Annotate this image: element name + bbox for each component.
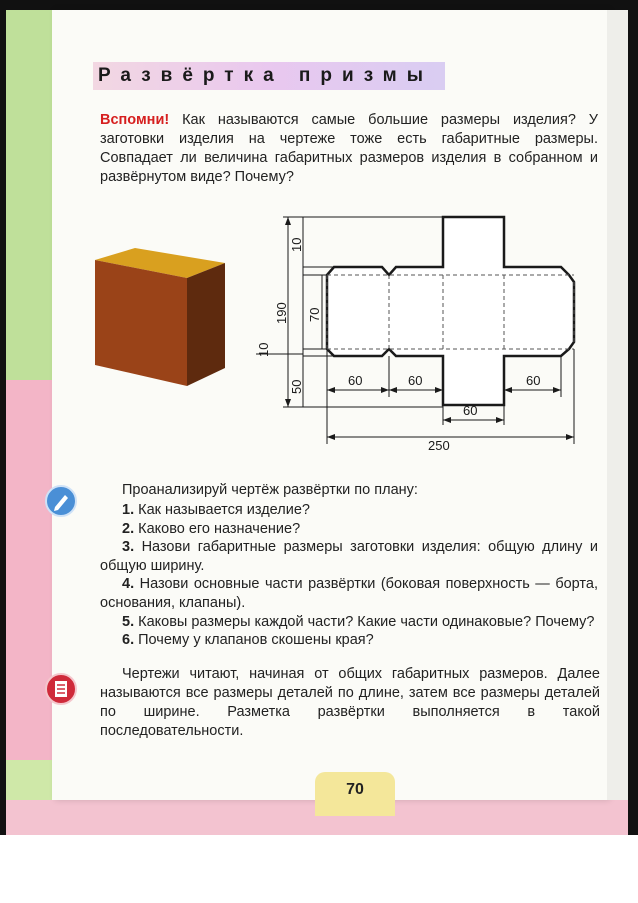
margin-decoration-green — [6, 10, 52, 380]
dim-label-60-a: 60 — [348, 373, 363, 388]
prism-net-drawing — [248, 212, 593, 452]
dim-label-70: 70 — [307, 307, 322, 322]
dim-label-10-top: 10 — [289, 237, 304, 252]
plan-item: 2. Каково его назначение? — [122, 520, 301, 537]
page-number: 70 — [346, 781, 364, 798]
page-title: Развёртка призмы — [98, 65, 433, 86]
dim-label-10-side: 10 — [256, 342, 271, 357]
prism-illustration — [95, 248, 230, 388]
dim-label-50: 50 — [289, 379, 304, 394]
intro-text: Как называются самые большие размеры изделия? У заготовки изделия на чертеже тоже есть габаритные размеры. Совпадает ли величина габаритных размеров изделия в собранном и развёрнутом виде? Почему? — [100, 112, 599, 185]
scan-border-right — [628, 0, 638, 835]
dim-label-250: 250 — [428, 438, 450, 452]
plan-item: 5. Каковы размеры каждой части? Какие части одинаковые? Почему? — [122, 613, 595, 630]
dim-label-60-b: 60 — [408, 373, 423, 388]
pencil-icon — [45, 485, 77, 517]
plan-heading: Проанализируй чертёж развёртки по плану: — [122, 482, 418, 498]
dim-label-60-d: 60 — [463, 403, 478, 418]
plan-item: 3. Назови габаритные размеры заготовки изделия: общую длину и общую ширину. — [100, 539, 598, 574]
prism-front-face — [95, 260, 187, 386]
prism-side-face — [187, 263, 225, 386]
final-paragraph: Чертежи читают, начиная от общих габаритных размеров. Далее называются все размеры деталей по длине, затем все размеры деталей по ширине. Разметка развёртки выполняется в такой последовательности. — [100, 666, 600, 739]
dim-label-60-c: 60 — [526, 373, 541, 388]
plan-item: 6. Почему у клапанов скошены края? — [122, 632, 374, 649]
remember-label: Вспомни! — [100, 112, 170, 128]
scan-border-top — [0, 0, 638, 10]
plan-list — [100, 501, 598, 650]
page-edge — [607, 10, 628, 800]
intro-paragraph — [100, 111, 598, 187]
dim-label-190: 190 — [274, 302, 289, 324]
plan-item: 4. Назови основные части развёртки (боковая поверхность — борта, основания, клапаны). — [100, 576, 598, 611]
note-icon — [45, 673, 77, 705]
plan-item: 1. Как называется изделие? — [122, 502, 310, 518]
